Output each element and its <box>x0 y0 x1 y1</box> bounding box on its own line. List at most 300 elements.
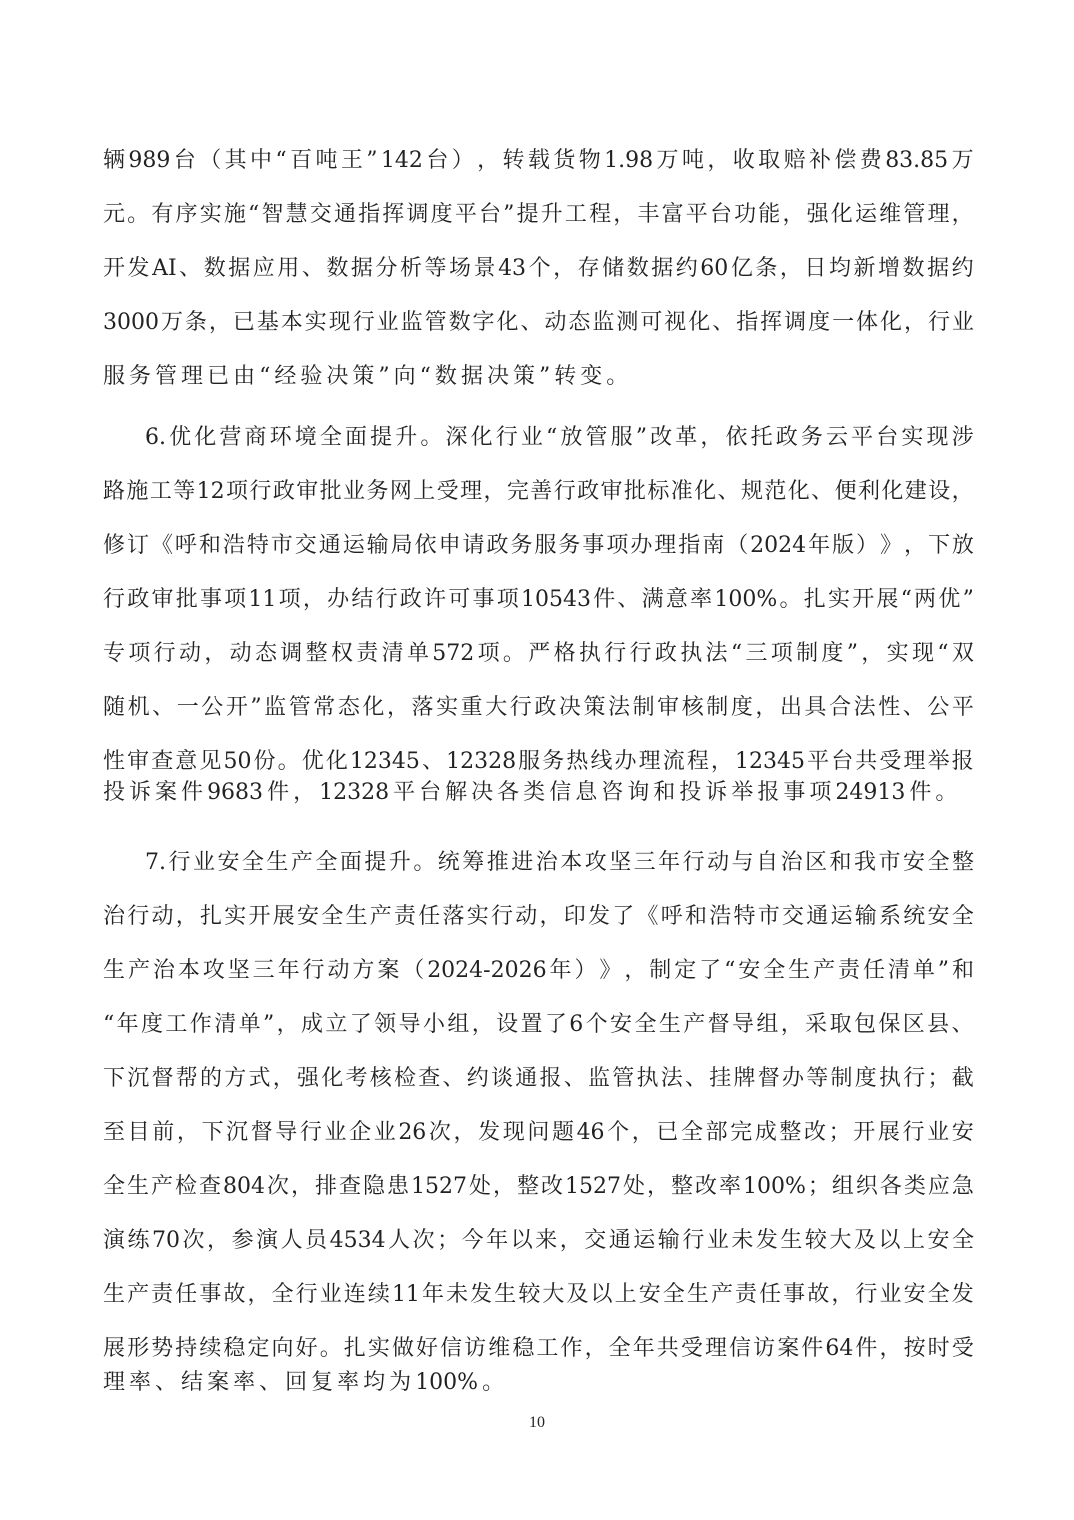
text-glyph: 输 <box>657 1228 680 1253</box>
paragraph-6-heading-line <box>145 422 974 454</box>
text-glyph: 监 <box>400 310 423 335</box>
text-glyph: 随 <box>103 695 126 720</box>
text-glyph: 本 <box>560 850 583 875</box>
text-glyph: 全 <box>951 904 974 929</box>
text-glyph: 804 <box>223 1174 265 1199</box>
text-glyph: 实 <box>827 587 850 612</box>
text-glyph: 报 <box>757 780 780 805</box>
text-glyph: 。 <box>779 587 802 612</box>
text-glyph: 整 <box>516 1174 539 1199</box>
text-glyph: 约 <box>466 1066 489 1091</box>
text-glyph: 流 <box>662 749 685 774</box>
text-glyph: 事 <box>199 587 222 612</box>
text-glyph: 产 <box>127 958 150 983</box>
text-glyph: 生 <box>494 1282 517 1307</box>
text-glyph: 境 <box>294 425 317 450</box>
text-glyph: 态 <box>337 695 360 720</box>
text-glyph: 牌 <box>733 1066 756 1091</box>
text-glyph: 专 <box>103 641 126 666</box>
text-glyph: 办 <box>614 749 637 774</box>
text-glyph: 政 <box>775 425 798 450</box>
text-glyph: 等 <box>806 1066 829 1091</box>
text-glyph: 挂 <box>709 1066 732 1091</box>
text-glyph: ， <box>539 904 562 929</box>
text-glyph: 有 <box>151 202 174 227</box>
text-glyph: 决 <box>558 695 581 720</box>
text-glyph: 南 <box>702 533 725 558</box>
text-glyph: 功 <box>734 202 757 227</box>
text-glyph: 策 <box>512 364 535 389</box>
text-glyph: 执 <box>680 641 703 666</box>
text-glyph: 询 <box>627 780 650 805</box>
text-glyph: ， <box>175 904 198 929</box>
text-glyph: 989 <box>128 148 171 173</box>
text-glyph: 运 <box>633 1228 656 1253</box>
text-glyph: 制 <box>830 1066 853 1091</box>
text-glyph: 区 <box>902 1012 925 1037</box>
text-line <box>103 1117 974 1149</box>
text-glyph: 数 <box>203 256 226 281</box>
text-glyph: 信 <box>549 780 572 805</box>
text-glyph: 组 <box>756 1012 779 1037</box>
text-glyph: 载 <box>527 148 550 173</box>
text-glyph: 度 <box>808 310 831 335</box>
text-glyph: 行 <box>682 1228 705 1253</box>
text-glyph: 行 <box>855 1282 878 1307</box>
text-glyph: 完 <box>506 479 529 504</box>
text-glyph: 项 <box>477 641 500 666</box>
text-glyph: 务 <box>558 533 581 558</box>
text-glyph: 、 <box>717 479 740 504</box>
text-glyph: 输 <box>854 904 877 929</box>
text-glyph: ） <box>574 958 597 983</box>
text-glyph: 交 <box>294 533 317 558</box>
text-glyph: 批 <box>319 479 342 504</box>
text-glyph: 3000 <box>103 310 159 335</box>
text-glyph: 次 <box>182 1228 205 1253</box>
text-glyph: 报 <box>951 749 974 774</box>
text-glyph: 行 <box>495 425 518 450</box>
text-glyph: 调 <box>280 641 303 666</box>
text-glyph: 治 <box>780 850 803 875</box>
text-glyph: 管 <box>612 1066 635 1091</box>
text-glyph: 监 <box>588 1066 611 1091</box>
text-glyph: 指 <box>678 533 701 558</box>
text-glyph: 组 <box>831 1174 854 1199</box>
text-glyph: 维 <box>488 1336 511 1361</box>
text-glyph: 服 <box>518 749 541 774</box>
text-glyph: 数 <box>448 310 471 335</box>
text-glyph: 范 <box>764 479 787 504</box>
text-glyph: 上 <box>413 479 436 504</box>
text-glyph: 提 <box>370 425 393 450</box>
text-glyph: 开 <box>103 256 126 281</box>
text-glyph: 产 <box>369 904 392 929</box>
text-glyph: 面 <box>339 850 362 875</box>
text-glyph: 包 <box>853 1012 876 1037</box>
text-glyph: 通 <box>318 533 341 558</box>
text-glyph: 公 <box>201 695 224 720</box>
text-glyph: 筹 <box>462 850 485 875</box>
text-glyph: ， <box>755 695 778 720</box>
text-glyph: 件 <box>267 780 290 805</box>
text-glyph: 整 <box>951 850 974 875</box>
text-glyph: 开 <box>852 587 875 612</box>
text-glyph: ， <box>903 310 926 335</box>
text-glyph: 据 <box>460 364 483 389</box>
text-glyph: 行 <box>302 958 325 983</box>
text-glyph: 重 <box>460 695 483 720</box>
text-glyph: 治 <box>535 850 558 875</box>
text-glyph: 强 <box>297 1066 320 1091</box>
text-glyph: 策 <box>352 364 375 389</box>
text-glyph: 全 <box>271 1282 294 1307</box>
text-glyph: 沉 <box>226 1120 249 1145</box>
text-glyph: 业 <box>879 1282 902 1307</box>
text-glyph: 严 <box>528 641 551 666</box>
text-glyph: 管 <box>155 364 178 389</box>
text-glyph: 市 <box>878 850 901 875</box>
text-glyph: 一 <box>176 695 199 720</box>
text-glyph: 攻 <box>202 958 225 983</box>
text-glyph: 亿 <box>730 256 753 281</box>
text-glyph: 稳 <box>512 1336 535 1361</box>
text-glyph: 输 <box>366 533 389 558</box>
text-glyph: 全 <box>634 1012 657 1037</box>
text-glyph: 。 <box>319 1336 342 1361</box>
text-glyph: 储 <box>602 256 625 281</box>
text-glyph: 任 <box>759 1282 782 1307</box>
text-glyph: 2024 <box>750 533 807 558</box>
text-glyph: 稳 <box>223 1336 246 1361</box>
text-glyph: 区 <box>805 850 828 875</box>
text-glyph: 1527 <box>410 1174 467 1199</box>
text-glyph: 64 <box>825 1336 854 1361</box>
text-glyph: 便 <box>834 479 857 504</box>
text-glyph: 今 <box>461 1228 484 1253</box>
text-glyph: 管 <box>424 310 447 335</box>
text-glyph: 全 <box>680 1120 703 1145</box>
text-glyph: 参 <box>231 1228 254 1253</box>
text-line <box>103 530 974 562</box>
text-glyph: 务 <box>510 533 533 558</box>
text-glyph: 成 <box>754 1120 777 1145</box>
text-glyph: 70 <box>152 1228 181 1253</box>
text-glyph: ， <box>700 425 723 450</box>
text-glyph: 大 <box>542 1282 565 1307</box>
text-glyph: 提 <box>516 202 539 227</box>
text-glyph: 为 <box>389 1370 412 1395</box>
text-glyph: 改 <box>804 1120 827 1145</box>
text-glyph: 了 <box>544 1012 567 1037</box>
text-glyph: 46 <box>576 1120 605 1145</box>
text-glyph: 指 <box>358 202 381 227</box>
text-glyph: 发 <box>951 1282 974 1307</box>
text-glyph: 动 <box>178 641 201 666</box>
text-glyph: 特 <box>246 533 269 558</box>
text-glyph: 责 <box>838 958 861 983</box>
text-glyph: 清 <box>887 958 910 983</box>
text-glyph: 呼 <box>174 533 197 558</box>
text-glyph: 改 <box>540 1174 563 1199</box>
text-glyph: 形 <box>127 1336 150 1361</box>
text-glyph: 、 <box>179 256 202 281</box>
text-glyph: 6 <box>569 1012 584 1037</box>
text-glyph: 单 <box>238 1012 261 1037</box>
text-glyph: 办 <box>327 587 350 612</box>
text-glyph: 完 <box>730 1120 753 1145</box>
text-glyph: 权 <box>330 641 353 666</box>
text-glyph: 生 <box>780 1228 803 1253</box>
text-glyph: 咨 <box>601 780 624 805</box>
text-glyph: 整 <box>305 641 328 666</box>
text-glyph: 实 <box>901 425 924 450</box>
text-glyph: ” <box>937 958 950 983</box>
text-glyph: 数 <box>626 256 649 281</box>
text-glyph: 存 <box>577 256 600 281</box>
text-glyph: 双 <box>951 641 974 666</box>
text-glyph: 问 <box>527 1120 550 1145</box>
text-glyph: 化 <box>496 310 519 335</box>
text-glyph: 市 <box>757 904 780 929</box>
text-glyph: “ <box>730 641 743 666</box>
text-glyph: 项 <box>278 587 301 612</box>
text-glyph: ， <box>951 479 974 504</box>
text-glyph: 。 <box>935 780 958 805</box>
text-glyph: 向 <box>271 1336 294 1361</box>
text-glyph: 24913 <box>835 780 906 805</box>
text-glyph: 出 <box>779 695 802 720</box>
text-glyph: 办 <box>630 533 653 558</box>
text-glyph: 业 <box>706 1228 729 1253</box>
text-glyph: 监 <box>592 310 615 335</box>
text-glyph: 我 <box>854 850 877 875</box>
text-glyph: 受 <box>951 1336 974 1361</box>
text-glyph: 142 <box>380 148 423 173</box>
text-glyph: 年 <box>422 1282 445 1307</box>
text-glyph: 处 <box>622 1174 645 1199</box>
text-glyph: 优 <box>301 749 324 774</box>
text-glyph: 件 <box>593 587 616 612</box>
text-glyph: 通 <box>515 1066 538 1091</box>
text-glyph: 受 <box>680 1336 703 1361</box>
text-glyph: 1.98 <box>604 148 654 173</box>
text-glyph: ， <box>492 1174 515 1199</box>
text-glyph: ， <box>710 749 733 774</box>
text-glyph: 理 <box>638 749 661 774</box>
text-glyph: 发 <box>478 1120 501 1145</box>
text-glyph: 依 <box>414 533 437 558</box>
text-glyph: 法 <box>705 641 728 666</box>
text-glyph: 《 <box>636 904 659 929</box>
text-glyph: 工 <box>149 479 172 504</box>
text-glyph: 、 <box>951 1012 974 1037</box>
text-glyph: 本 <box>280 310 303 335</box>
text-glyph: 案 <box>377 958 400 983</box>
text-glyph: 6. <box>145 425 166 450</box>
text-glyph: 台 <box>831 749 854 774</box>
text-glyph: 策 <box>583 695 606 720</box>
text-glyph: 年 <box>277 958 300 983</box>
text-glyph: 平 <box>454 202 477 227</box>
text-glyph: 好 <box>416 1336 439 1361</box>
text-glyph: “ <box>103 1012 115 1037</box>
text-glyph: 业 <box>192 850 215 875</box>
text-glyph: 动 <box>151 904 174 929</box>
text-glyph: 实 <box>224 904 247 929</box>
text-glyph: 执 <box>636 1066 659 1091</box>
text-glyph: 台 <box>709 202 732 227</box>
text-glyph: 理 <box>103 1370 126 1395</box>
text-glyph: 。 <box>413 850 436 875</box>
text-glyph: 数 <box>434 364 457 389</box>
text-glyph: 督 <box>707 1012 730 1037</box>
text-glyph: 息 <box>575 780 598 805</box>
text-glyph: ， <box>646 1174 669 1199</box>
text-glyph: 》 <box>599 958 622 983</box>
text-glyph: ， <box>779 256 802 281</box>
text-glyph: 维 <box>879 202 902 227</box>
text-glyph: 化 <box>694 479 717 504</box>
text-glyph: ， <box>208 310 231 335</box>
text-glyph: 合 <box>829 695 852 720</box>
text-glyph: 安 <box>638 1282 661 1307</box>
text-glyph: 修 <box>103 533 126 558</box>
text-glyph: ； <box>807 1174 830 1199</box>
text-glyph: 组 <box>447 1012 470 1037</box>
text-glyph: ， <box>471 1012 494 1037</box>
text-glyph: 条 <box>755 256 778 281</box>
text-glyph: 、 <box>811 479 834 504</box>
text-glyph: ， <box>782 202 805 227</box>
text-glyph: 案 <box>777 1336 800 1361</box>
text-glyph: 项 <box>496 587 519 612</box>
text-glyph: 审 <box>657 695 680 720</box>
text-glyph: 服 <box>103 364 126 389</box>
text-glyph: 工 <box>564 202 587 227</box>
text-glyph: 化 <box>880 310 903 335</box>
text-glyph: 扎 <box>200 904 223 929</box>
text-glyph: 新 <box>853 256 876 281</box>
text-glyph: 三 <box>745 641 768 666</box>
text-line <box>103 1063 974 1095</box>
text-glyph: 视 <box>664 310 687 335</box>
text-glyph: 局 <box>390 533 413 558</box>
text-glyph: ， <box>903 533 926 558</box>
text-glyph: 执 <box>578 641 601 666</box>
text-glyph: 领 <box>374 1012 397 1037</box>
text-glyph: ， <box>204 641 227 666</box>
text-glyph: 事 <box>783 780 806 805</box>
text-glyph: 一 <box>832 310 855 335</box>
text-glyph: ， <box>290 1174 313 1199</box>
text-glyph: 度 <box>854 1066 877 1091</box>
text-glyph: 管 <box>903 202 926 227</box>
text-glyph: 态 <box>254 641 277 666</box>
text-glyph: 采 <box>805 1012 828 1037</box>
text-glyph: 特 <box>733 904 756 929</box>
text-glyph: 约 <box>675 256 698 281</box>
text-glyph: 100% <box>415 1370 479 1395</box>
text-glyph: 万 <box>656 148 679 173</box>
text-glyph: 及 <box>853 1228 876 1253</box>
text-glyph: 报 <box>539 1066 562 1091</box>
text-glyph: 案 <box>155 780 178 805</box>
text-glyph: 台 <box>173 148 196 173</box>
text-glyph: 的 <box>200 1066 223 1091</box>
text-glyph: 化 <box>787 479 810 504</box>
text-glyph: 标 <box>647 479 670 504</box>
text-glyph: 度 <box>430 202 453 227</box>
text-line <box>103 253 974 285</box>
text-glyph: 责 <box>151 1282 174 1307</box>
text-glyph: 据 <box>927 256 950 281</box>
text-line <box>103 777 974 809</box>
text-glyph: 现 <box>926 425 949 450</box>
text-glyph: 管 <box>288 695 311 720</box>
text-glyph: 类 <box>523 780 546 805</box>
text-glyph: 订 <box>126 533 149 558</box>
text-glyph: 做 <box>391 1336 414 1361</box>
text-glyph: 字 <box>472 310 495 335</box>
text-glyph: 事 <box>199 1282 222 1307</box>
text-glyph: 项 <box>770 641 793 666</box>
text-glyph: 政 <box>577 479 600 504</box>
text-glyph: 指 <box>736 310 759 335</box>
text-glyph: 方 <box>352 958 375 983</box>
text-glyph: 已 <box>207 364 230 389</box>
text-glyph: 动 <box>515 904 538 929</box>
text-glyph: ” <box>366 148 378 173</box>
text-glyph: 次 <box>266 1174 289 1199</box>
text-glyph: 涉 <box>951 425 974 450</box>
text-glyph: 1527 <box>564 1174 621 1199</box>
text-glyph: ， <box>453 1120 476 1145</box>
text-glyph: 。 <box>420 425 443 450</box>
text-glyph: 责 <box>356 641 379 666</box>
text-glyph: 查 <box>338 1174 361 1199</box>
text-glyph: 意 <box>175 749 198 774</box>
text-glyph: 批 <box>623 479 646 504</box>
text-glyph: 理 <box>460 479 483 504</box>
text-glyph: 规 <box>740 479 763 504</box>
text-glyph: 举 <box>731 780 754 805</box>
text-glyph: 建 <box>904 479 927 504</box>
text-glyph: 生 <box>266 850 289 875</box>
text-glyph: 连 <box>343 1282 366 1307</box>
text-glyph: 交 <box>782 904 805 929</box>
text-glyph: 应 <box>252 256 275 281</box>
text-glyph: 60 <box>700 256 729 281</box>
text-glyph: 升 <box>540 202 563 227</box>
text-glyph: 了 <box>699 958 722 983</box>
text-glyph: 行 <box>903 1066 926 1091</box>
text-glyph: 现 <box>911 641 934 666</box>
text-glyph: 行 <box>491 904 514 929</box>
text-glyph: 物 <box>578 148 601 173</box>
text-glyph: 大 <box>485 695 508 720</box>
text-glyph: 分 <box>375 256 398 281</box>
text-glyph: 慧 <box>285 202 308 227</box>
text-glyph: 9683 <box>207 780 264 805</box>
text-glyph: 实 <box>466 904 489 929</box>
text-glyph: 安 <box>297 904 320 929</box>
text-glyph: 核 <box>369 1066 392 1091</box>
text-glyph: 行 <box>249 479 272 504</box>
text-glyph: 用 <box>277 256 300 281</box>
text-glyph: 保 <box>878 1012 901 1037</box>
text-glyph: 11 <box>391 1282 420 1307</box>
